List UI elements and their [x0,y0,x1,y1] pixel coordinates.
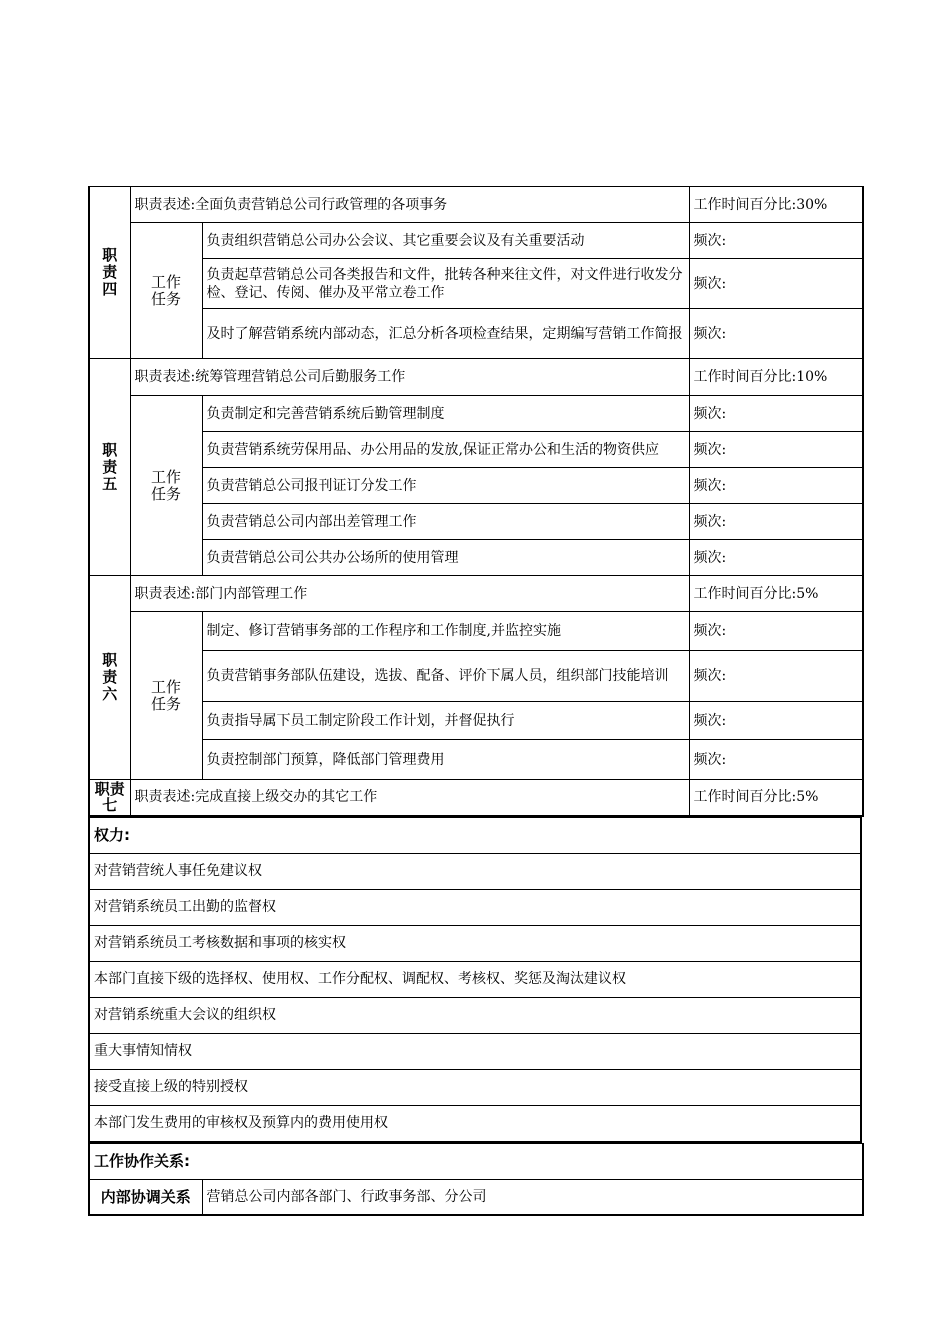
duty-5-task-4-freq: 频次: [689,504,863,540]
duty-7-label: 职责 七 [89,780,130,816]
duty-5-task-4: 负责营销总公司内部出差管理工作 [202,504,689,540]
internal-coordination-value: 营销总公司内部各部门、行政事务部、分公司 [202,1179,863,1215]
duty-4-task-1-freq: 频次: [689,223,863,259]
duty-5-statement: 职责表述:统筹管理营销总公司后勤服务工作 [130,359,689,396]
table-row [89,432,863,468]
duties-table [88,186,864,817]
table-row [89,504,863,540]
duty-6-label: 职 责 六 [89,576,130,780]
duty-document [88,186,862,1216]
power-title: 权力: [89,817,861,853]
duty-5-time-pct: 工作时间百分比:10% [689,359,863,396]
table-row [89,651,863,702]
duty-4-statement: 职责表述:全面负责营销总公司行政管理的各项事务 [130,187,689,223]
power-item-7: 接受直接上级的特别授权 [89,1069,861,1105]
power-item-5: 对营销系统重大会议的组织权 [89,997,861,1033]
duty-6-task-3-freq: 频次: [689,702,863,740]
duty-5-statement-row [89,359,863,396]
duty-5-task-label: 工作 任务 [130,396,202,576]
table-row [89,612,863,651]
duty-6-task-4: 负责控制部门预算，降低部门管理费用 [202,740,689,780]
power-item-8: 本部门发生费用的审核权及预算内的费用使用权 [89,1105,861,1142]
duty-4-label: 职 责 四 [89,187,130,359]
duty-7-statement-row [89,780,863,816]
duty-6-task-2: 负责营销事务部队伍建设，选拔、配备、评价下属人员，组织部门技能培训 [202,651,689,702]
power-item-4: 本部门直接下级的选择权、使用权、工作分配权、调配权、考核权、奖惩及淘汰建议权 [89,961,861,997]
duty-5-task-2: 负责营销系统劳保用品、办公用品的发放,保证正常办公和生活的物资供应 [202,432,689,468]
duty-5-task-5: 负责营销总公司公共办公场所的使用管理 [202,540,689,576]
power-item-1: 对营销营统人事任免建议权 [89,853,861,889]
power-item-6: 重大事情知情权 [89,1033,861,1069]
table-row [89,702,863,740]
table-row [89,396,863,432]
duty-4-task-3: 及时了解营销系统内部动态，汇总分析各项检查结果，定期编写营销工作简报 [202,309,689,359]
duty-4-task-label: 工作 任务 [130,223,202,359]
table-row [89,223,863,259]
duty-5-task-3: 负责营销总公司报刊证订分发工作 [202,468,689,504]
duty-4-statement-row [89,187,863,223]
power-table [88,817,862,1143]
duty-6-task-1-freq: 频次: [689,612,863,651]
table-row [89,309,863,359]
power-item-3: 对营销系统员工考核数据和事项的核实权 [89,925,861,961]
duty-4-task-2: 负责起草营销总公司各类报告和文件，批转各种来往文件，对文件进行收发分检、登记、传阅、催办及平常立卷工作 [202,259,689,309]
table-row [89,540,863,576]
duty-6-task-3: 负责指导属下员工制定阶段工作计划，并督促执行 [202,702,689,740]
duty-5-task-2-freq: 频次: [689,432,863,468]
duty-4-time-pct: 工作时间百分比:30% [689,187,863,223]
duty-7-time-pct: 工作时间百分比:5% [689,780,863,816]
table-row [89,740,863,780]
duty-6-task-4-freq: 频次: [689,740,863,780]
duty-5-label: 职 责 五 [89,359,130,576]
duty-6-statement-row [89,576,863,612]
duty-4-task-3-freq: 频次: [689,309,863,359]
duty-4-task-2-freq: 频次: [689,259,863,309]
duty-4-task-1: 负责组织营销总公司办公会议、其它重要会议及有关重要活动 [202,223,689,259]
duty-6-task-label: 工作 任务 [130,612,202,780]
duty-6-task-1: 制定、修订营销事务部的工作程序和工作制度,并监控实施 [202,612,689,651]
power-item-2: 对营销系统员工出勤的监督权 [89,889,861,925]
duty-6-task-2-freq: 频次: [689,651,863,702]
duty-5-task-5-freq: 频次: [689,540,863,576]
table-row [89,468,863,504]
duty-5-task-1: 负责制定和完善营销系统后勤管理制度 [202,396,689,432]
internal-coordination-label: 内部协调关系 [89,1179,202,1215]
cooperation-table [88,1143,864,1217]
duty-7-statement: 职责表述:完成直接上级交办的其它工作 [130,780,689,816]
duty-5-task-3-freq: 频次: [689,468,863,504]
table-row [89,259,863,309]
cooperation-title: 工作协作关系: [89,1143,863,1179]
duty-6-statement: 职责表述:部门内部管理工作 [130,576,689,612]
duty-5-task-1-freq: 频次: [689,396,863,432]
duty-6-time-pct: 工作时间百分比:5% [689,576,863,612]
